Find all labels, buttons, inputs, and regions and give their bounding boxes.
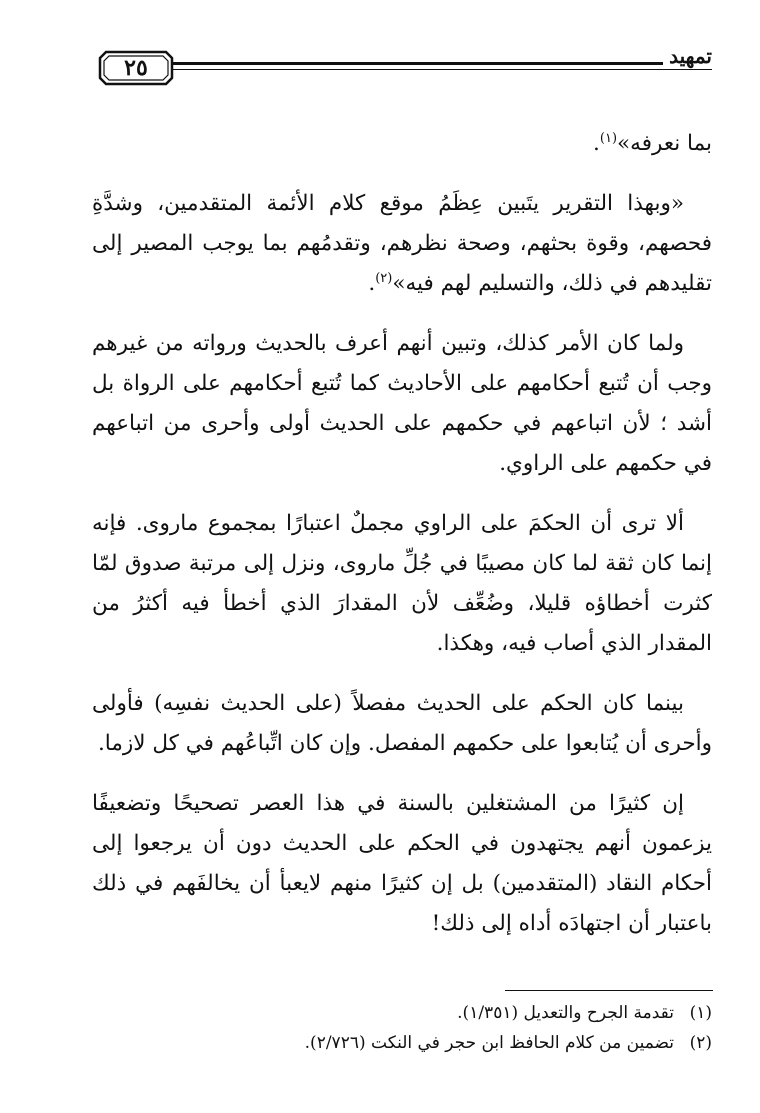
footnotes — [92, 998, 712, 1058]
footnote-mark: (٢) — [689, 1033, 712, 1053]
running-head: تمهيد — [663, 44, 712, 68]
paragraph-2 — [92, 184, 712, 304]
footnote-ref-1: (١) — [599, 130, 618, 146]
footnote-text: تقدمة الجرح والتعديل (١/٣٥١). — [457, 1003, 674, 1023]
main-text — [92, 124, 712, 964]
paragraph-3: ولما كان الأمر كذلك، وتبين أنهم أعرف بالحديث ورواته من غيرهم وجب أن تُتبع أحكامهم على الأحاديث كما تُتبع أحكامهم على الرواة بل أشد ؛ لأن اتباعهم في حكمهم على الحديث أولى وأحرى من اتباعهم في حكمهم على الراوي. — [92, 331, 712, 476]
paragraph-4: ألا ترى أن الحكمَ على الراوي مجملٌ اعتبارًا بمجموع ماروى. فإنه إنما كان ثقة لما كان مصيبًا في جُلِّ ماروى، ونزل إلى مرتبة صدوق لمّا كثرت أخطاؤه قليلا، وضُعِّف لأن المقدارَ الذي أخطأ فيه أكثرُ من المقدار الذي أصاب فيه، وهكذا. — [92, 511, 712, 656]
paragraph-6: إن كثيرًا من المشتغلين بالسنة في هذا العصر تصحيحًا وتضعيفًا يزعمون أنهم يجتهدون في الحكم على الحديث دون أن يرجعوا إلى أحكام النقاد (المتقدمين) بل إن كثيرًا منهم لايعبأ أن يخالفَهم في ذلك باعتبار أن اجتهادَه أداه إلى ذلك! — [92, 791, 712, 936]
paragraph-2-end: . — [368, 271, 376, 296]
footnote-mark: (١) — [689, 1003, 712, 1023]
header-rule-thick — [172, 62, 664, 65]
paragraph-5: بينما كان الحكم على الحديث مفصلاً (على الحديث نفسِه) فأولى وأحرى أن يُتابعوا على حكمهم المفصل. وإن كان اتِّباعُهم في كل لازما. — [92, 691, 712, 756]
paragraph-1 — [92, 124, 712, 164]
page-number: ٢٥ — [124, 55, 148, 81]
page-header — [92, 44, 712, 96]
header-rule-thin — [172, 69, 712, 70]
footnote-text: تضمين من كلام الحافظ ابن حجر في النكت (٢/٧٢٦). — [304, 1033, 674, 1053]
footnote-1 — [92, 998, 712, 1028]
footnote-ref-2: (٢) — [375, 270, 393, 286]
paragraph-2-text: «وبهذا التقرير يتَبين عِظَمُ موقع كلام الأئمة المتقدمين، وشدَّةِ فحصهم، وقوة بحثهم، وصحة نظرهم، وتقدمُهم بما يوجب المصير إلى تقليدهم في ذلك، والتسليم لهم فيه» — [92, 191, 712, 296]
footnote-2 — [92, 1028, 712, 1058]
footnote-separator — [505, 990, 713, 991]
paragraph-1-end: . — [593, 131, 600, 156]
paragraph-1-text: بما نعرفه» — [617, 131, 712, 156]
